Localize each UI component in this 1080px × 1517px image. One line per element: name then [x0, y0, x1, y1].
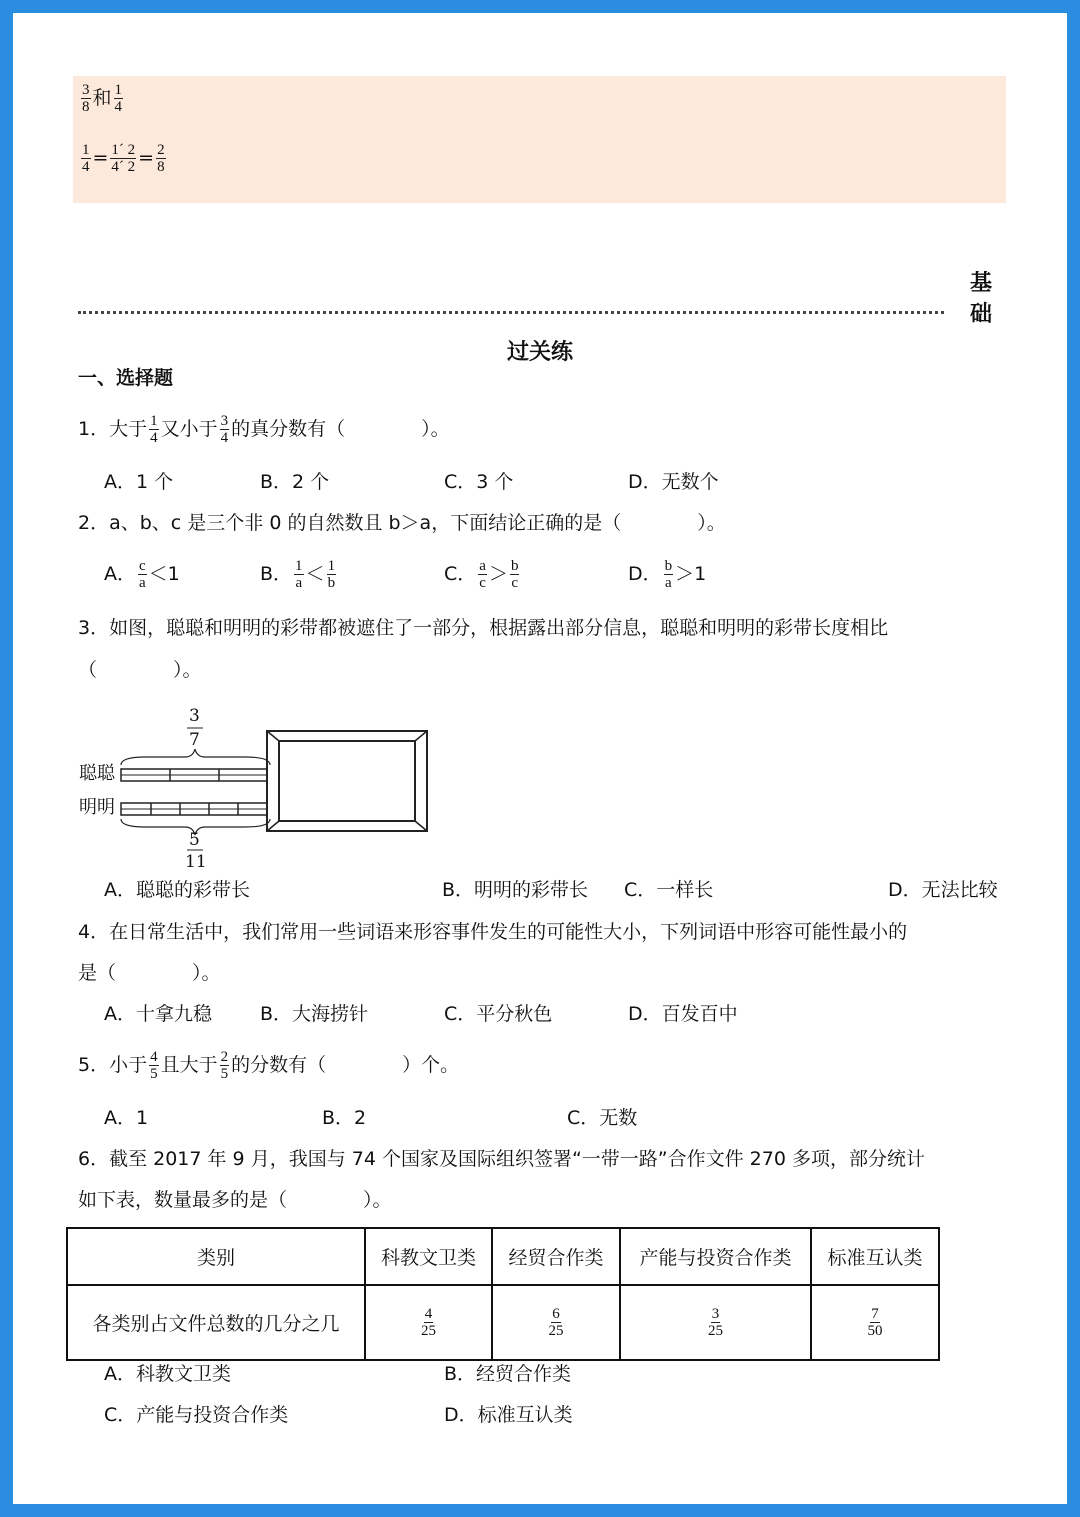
q2-option-d[interactable]: D． $\frac{b}{a}$ ＞1	[628, 558, 707, 591]
q4-option-b[interactable]: B．大海捞针	[260, 1003, 369, 1025]
fraction: $\frac{c}{a}$	[139, 558, 146, 591]
example-box	[73, 76, 1006, 203]
question-4-line-1: 4．在日常生活中，我们常用一些词语来形容事件发生的可能性大小，下列词语中形容可能性最小的	[78, 921, 908, 943]
q3-option-d[interactable]: D．无法比较	[888, 879, 998, 901]
top-fraction-numerator: 3	[189, 706, 200, 726]
table-cell	[492, 1285, 620, 1360]
fraction: $\frac{2}{5}$	[220, 1049, 229, 1082]
top-brace	[121, 749, 270, 765]
table-cell	[620, 1285, 811, 1360]
fraction: $\frac{b}{a}$	[664, 558, 673, 591]
q3-option-c[interactable]: C．一样长	[624, 879, 714, 901]
fraction: $\frac{2}{8}$	[157, 142, 165, 175]
q1-option-b[interactable]: B．2 个	[260, 471, 330, 493]
q1-option-c[interactable]: C．3 个	[444, 471, 514, 493]
question-3-line-1: 3．如图，聪聪和明明的彩带都被遮住了一部分，根据露出部分信息，聪聪和明明的彩带长度相比	[78, 617, 889, 639]
q5-option-a[interactable]: A．1	[104, 1107, 149, 1129]
statistics-table	[66, 1227, 940, 1361]
table-row-label: 各类别占文件总数的几分之几	[67, 1285, 365, 1360]
question-2: 2．a、b、c 是三个非 0 的自然数且 b＞a，下面结论正确的是（ ）。	[78, 512, 726, 534]
bottom-fraction-denominator: 11	[185, 852, 207, 872]
ribbon-diagram	[75, 699, 435, 864]
q2-option-b[interactable]: B． $\frac{1}{a}$ ＜ $\frac{1}{b}$	[260, 558, 336, 591]
example-line-2: $\frac{1}{4}$ = $\frac{1´ 2}{4´ 2}$ = $\frac{2}{8}$	[82, 142, 165, 175]
q6-option-c[interactable]: C．产能与投资合作类	[104, 1404, 289, 1426]
q6-option-a[interactable]: A．科教文卫类	[104, 1363, 231, 1385]
q5-option-b[interactable]: B．2	[322, 1107, 367, 1129]
label-mingming: 明明	[79, 797, 115, 818]
fraction: $\frac{4}{5}$	[150, 1049, 158, 1082]
fraction: $\frac{1}{a}$	[295, 558, 303, 591]
question-5: 5．小于 $\frac{4}{5}$ 且大于 $\frac{2}{5}$ 的分数有（ ）个。	[78, 1049, 460, 1082]
fraction: $\frac{6}{25}$	[548, 1306, 564, 1339]
question-4-line-2: 是（ ）。	[78, 962, 221, 984]
cover-frame-inner	[279, 741, 415, 821]
q6-option-d[interactable]: D．标准互认类	[444, 1404, 573, 1426]
section-title: 过关练	[506, 340, 573, 365]
bottom-fraction-numerator: 5	[189, 830, 200, 850]
table-header-cell: 经贸合作类	[492, 1228, 620, 1285]
question-1: 1．大于 $\frac{1}{4}$ 又小于 $\frac{3}{4}$ 的真分数有（ ）。	[78, 413, 450, 446]
q6-option-b[interactable]: B．经贸合作类	[444, 1363, 572, 1385]
part-heading: 一、选择题	[78, 367, 174, 389]
question-6-line-1: 6．截至 2017 年 9 月，我国与 74 个国家及国际组织签署“一带一路”合作文件 270 多项，部分统计	[78, 1148, 925, 1170]
cover-frame-outer	[267, 731, 427, 831]
table-row	[67, 1285, 939, 1360]
fraction: $\frac{4}{25}$	[421, 1306, 436, 1339]
q1-option-d[interactable]: D．无数个	[628, 471, 719, 493]
fraction: $\frac{1}{4}$	[114, 82, 123, 115]
table-header-cell: 类别	[67, 1228, 365, 1285]
q4-option-a[interactable]: A．十拿九稳	[104, 1003, 212, 1025]
example-line-1: $\frac{3}{8}$ 和 $\frac{1}{4}$	[82, 82, 123, 115]
fraction: $\frac{1}{4}$	[150, 413, 158, 446]
table-cell	[811, 1285, 939, 1360]
question-3-line-2: （ ）。	[78, 659, 202, 681]
label-congcong: 聪聪	[79, 763, 115, 784]
fraction: $\frac{3}{4}$	[220, 413, 229, 446]
question-6-line-2: 如下表，数量最多的是（ ）。	[78, 1189, 392, 1211]
q2-option-c[interactable]: C． $\frac{a}{c}$ ＞ $\frac{b}{c}$	[444, 558, 519, 591]
fraction: $\frac{3}{25}$	[708, 1306, 723, 1339]
q4-option-c[interactable]: C．平分秋色	[444, 1003, 553, 1025]
fraction: $\frac{7}{50}$	[867, 1306, 883, 1339]
section-label: 基 础	[969, 271, 992, 327]
top-fraction-denominator: 7	[189, 730, 200, 750]
table-header-row	[67, 1228, 939, 1285]
table-header-cell: 标准互认类	[811, 1228, 939, 1285]
table-cell	[365, 1285, 492, 1360]
fraction: $\frac{a}{c}$	[479, 558, 486, 591]
worksheet-page	[13, 13, 1067, 1504]
table-header-cell: 科教文卫类	[365, 1228, 492, 1285]
q3-option-a[interactable]: A．聪聪的彩带长	[104, 879, 250, 901]
fraction: $\frac{1´ 2}{4´ 2}$	[111, 142, 136, 175]
table-header-cell: 产能与投资合作类	[620, 1228, 811, 1285]
fraction: $\frac{3}{8}$	[82, 82, 90, 115]
q4-option-d[interactable]: D．百发百中	[628, 1003, 738, 1025]
ribbon-figure	[75, 699, 435, 872]
fraction: $\frac{b}{c}$	[510, 558, 519, 591]
fraction: $\frac{1}{4}$	[82, 142, 90, 175]
q5-option-c[interactable]: C．无数	[567, 1107, 638, 1129]
dotted-divider	[78, 311, 944, 314]
q2-option-a[interactable]: A． $\frac{c}{a}$ ＜1	[104, 558, 180, 591]
fraction: $\frac{1}{b}$	[327, 558, 336, 591]
q1-option-a[interactable]: A．1 个	[104, 471, 174, 493]
q3-option-b[interactable]: B．明明的彩带长	[442, 879, 589, 901]
